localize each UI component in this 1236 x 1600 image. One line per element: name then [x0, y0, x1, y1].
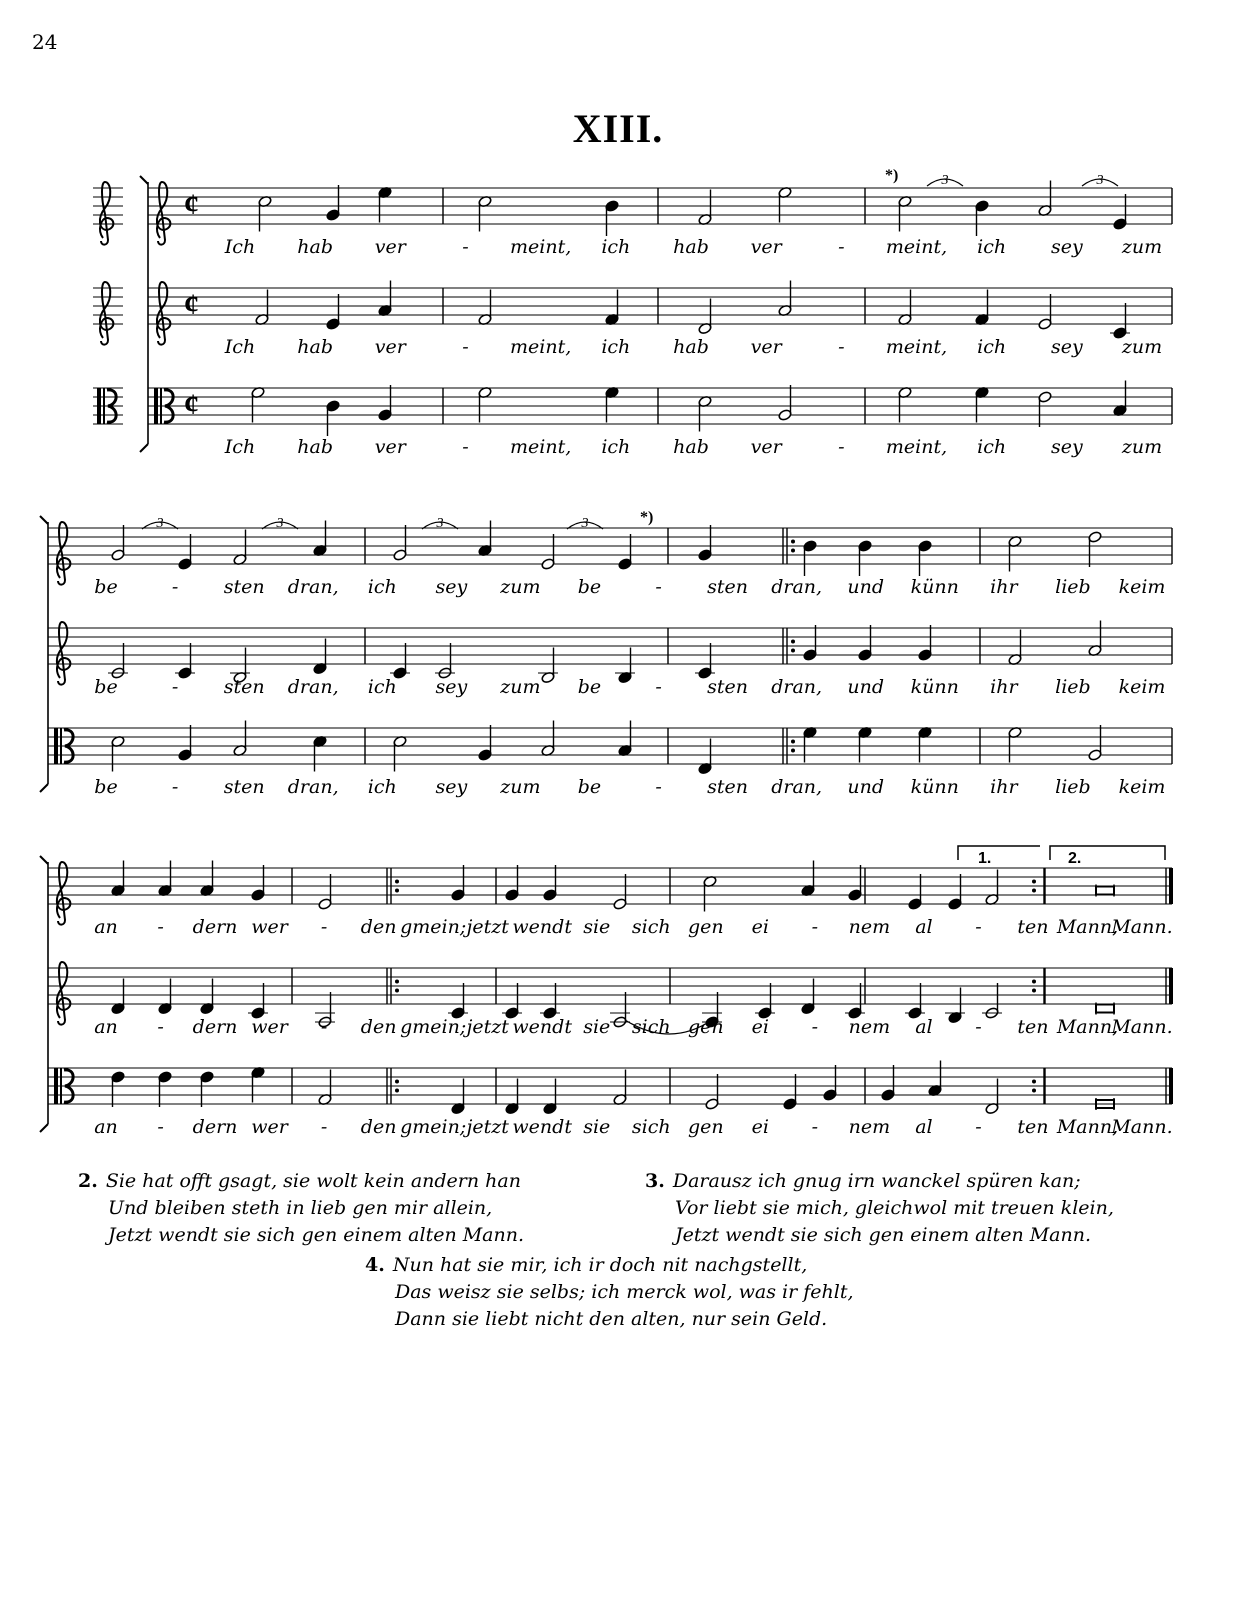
system-2-staff-1-lyric-9: - [655, 576, 662, 598]
system-3-staff-1-lyric-16: al [915, 916, 933, 938]
volta-1-label: 1. [978, 850, 992, 867]
system-3-staff-3-lyric-7: gmein; [400, 1116, 467, 1138]
system-3-staff-3-lyric-1: an [94, 1116, 118, 1138]
system-3-staff-2-note-17 [1096, 1005, 1114, 1013]
system-2-staff-3-lyric-6: sey [435, 776, 468, 798]
system-2-staff-1-lyric-6: sey [435, 576, 468, 598]
system-2-staff-3-lyric-4: dran, [287, 776, 339, 798]
system-2-staff-3-lyric-15: lieb [1055, 776, 1091, 798]
system-3-staff-2-lyric-4: wer [251, 1016, 288, 1038]
system-3-staff-3-lyric-4: wer [251, 1116, 288, 1138]
system-3-staff-3-lyric-20: Mann. [1111, 1116, 1173, 1138]
system-1-staff-2-lyric-7: hab [673, 336, 709, 358]
system-3-staff-3-lyric-9: wendt [512, 1116, 572, 1138]
tuplet-number-3: 3 [156, 516, 164, 531]
system-3-staff-2-lyric-20: Mann. [1111, 1016, 1173, 1038]
system-2-staff-3-lyric-16: keim [1118, 776, 1166, 798]
repeat-end-dot-2 [1032, 980, 1036, 984]
system-3-staff-3-lyric-19: Mann, [1056, 1116, 1119, 1138]
system-1-staff-1-time-signature: ¢ [184, 188, 199, 221]
system-3-staff-2-lyric-2: - [157, 1016, 164, 1038]
volta-2-label: 2. [1068, 850, 1082, 867]
treble-clef-glyph [57, 522, 70, 585]
tuplet-number-5: 3 [436, 516, 444, 531]
system-1-staff-1-lyric-7: hab [673, 236, 709, 258]
system-1-staff-1-lyric-1: Ich [224, 236, 256, 258]
system-2-staff-1-lyric-8: be [577, 576, 602, 598]
system-1-staff-2-lyric-8: ver [750, 336, 782, 358]
c-clef-part [160, 388, 162, 424]
system-2-staff-2-lyric-13: künn [910, 676, 959, 698]
system-1-staff-3-time-signature: ¢ [184, 388, 199, 421]
tuplet-number-6: 3 [581, 516, 589, 531]
system-1-staff-3-lyric-4: - [462, 436, 469, 458]
system-3-staff-1-lyric-5: - [320, 916, 328, 938]
verse-3-text-1: Darausz ich gnug irn wanckel spüren kan; [672, 1170, 1081, 1192]
system-3-staff-1-lyric-6: den [360, 916, 397, 938]
system-3-staff-2-lyric-15: nem [848, 1016, 891, 1038]
system-1-staff-3-lyric-10: meint, [885, 436, 948, 458]
system-2-staff-3-lyric-11: dran, [771, 776, 823, 798]
verse-4-text-2: Das weisz sie selbs; ich merck wol, was ir fehlt, [395, 1281, 854, 1303]
system-3-staff-3-lyric-16: al [915, 1116, 933, 1138]
system-3-staff-1-lyric-7: gmein; [400, 916, 467, 938]
system-3-staff-1-lyric-15: nem [848, 916, 891, 938]
verse-4-number: 4. [365, 1254, 385, 1276]
system-3-staff-1-lyric-11: sich [631, 916, 671, 938]
system-2-staff-1-lyric-7: zum [500, 576, 541, 598]
verse-2-text-2: Und bleiben steth in lieb gen mir allein, [108, 1197, 493, 1219]
system-2-staff-1-lyric-13: künn [910, 576, 959, 598]
verse-3 [645, 1168, 1114, 1249]
system-3-staff-2-lyric-6: den [360, 1016, 397, 1038]
system-3-staff-1-lyric-12: gen [687, 916, 724, 938]
system-1-staff-3-lyric-6: ich [601, 436, 631, 458]
repeat-dot-2-1 [791, 540, 795, 544]
system-1-staff-1-lyric-12: sey [1050, 236, 1083, 258]
system-2-staff-2-lyric-11: dran, [771, 676, 823, 698]
system-1-staff-2-lyric-10: meint, [885, 336, 948, 358]
system-3-staff-1-note-16 [1096, 887, 1114, 895]
system-3-staff-2-lyric-19: Mann, [1056, 1016, 1119, 1038]
repeat-dot-3-3 [395, 1080, 399, 1084]
system-2-staff-1-lyric-16: keim [1118, 576, 1166, 598]
verse-2-number: 2. [78, 1170, 98, 1192]
repeat-end-dot-3 [1032, 1089, 1036, 1093]
page-number: 24 [32, 30, 58, 54]
system-1-staff-2-lyric-12: sey [1050, 336, 1083, 358]
system-2-staff-2-lyric-4: dran, [287, 676, 339, 698]
system-3-staff-2-lyric-7: gmein; [400, 1016, 467, 1038]
system-3-staff-1-lyric-1: an [94, 916, 118, 938]
system-1-staff-2-treble-clef [157, 282, 170, 345]
verse-3-line-1 [645, 1168, 1114, 1195]
treble-clef-glyph [57, 962, 70, 1025]
system-2-staff-2-treble-clef [57, 622, 70, 685]
system-1-staff-2-lyric-6: ich [601, 336, 631, 358]
system-2-staff-2-lyric-6: sey [435, 676, 468, 698]
final-barline-thick-1 [1169, 868, 1173, 904]
system-2-staff-1-treble-clef [57, 522, 70, 585]
repeat-dot-2-2 [791, 649, 795, 653]
verse-2-line-3 [78, 1222, 524, 1249]
system-3-staff-2-treble-clef [57, 962, 70, 1025]
system-3-staff-2-lyric-10: sie [583, 1016, 611, 1038]
system-1-staff-3-lyric-13: zum [1121, 436, 1163, 458]
verse-4-text-1: Nun hat sie mir, ich ir doch nit nachgstellt, [392, 1254, 808, 1276]
system-1-staff-1-lyric-5: meint, [510, 236, 572, 258]
system-2-staff-1-lyric-10: sten [707, 576, 749, 598]
c-clef-part [154, 388, 158, 424]
system-1-staff-2-time-signature: ¢ [184, 288, 199, 321]
system-3-staff-2-lyric-13: ei [751, 1016, 769, 1038]
verse-3-number: 3. [645, 1170, 665, 1192]
system-1-staff-1-treble-clef [157, 182, 170, 245]
verse-4-line-1 [365, 1252, 854, 1279]
repeat-end-dot-3 [1032, 1080, 1036, 1084]
system-3-bracket-top [40, 856, 48, 864]
repeat-dot-3-2 [395, 980, 399, 984]
system-2-staff-2-lyric-7: zum [500, 676, 541, 698]
system-2-staff-2-lyric-8: be [577, 676, 602, 698]
system-3-staff-3-lyric-8: jetzt [466, 1116, 509, 1138]
system-3-staff-3-lyric-10: sie [583, 1116, 611, 1138]
verse-4-line-3 [365, 1306, 854, 1333]
final-barline-thick-3 [1169, 1068, 1173, 1104]
system-2-staff-1-lyric-4: dran, [287, 576, 339, 598]
system-1-staff-1-lyric-2: hab [297, 236, 334, 258]
system-3-staff-2-lyric-17: - [975, 1016, 982, 1038]
system-3-staff-1-lyric-4: wer [251, 916, 288, 938]
verse-2-text-3: Jetzt wendt sie sich gen einem alten Mann. [108, 1224, 525, 1246]
system-2-staff-2-lyric-10: sten [707, 676, 749, 698]
system-1-staff-3-lyric-7: hab [673, 436, 709, 458]
repeat-dot-2-2 [791, 640, 795, 644]
system-3-staff-2-lyric-14: - [811, 1016, 819, 1038]
system-3-staff-1-lyric-18: ten [1017, 916, 1049, 938]
tuplet-number-4: 3 [276, 516, 284, 531]
tuplet-number-2: 3 [1096, 173, 1104, 188]
system-3-staff-2-lyric-5: - [320, 1016, 328, 1038]
system-3-staff-2-lyric-18: ten [1017, 1016, 1049, 1038]
verse-3-line-3 [645, 1222, 1114, 1249]
volta-1-bracket [958, 846, 1040, 860]
system-3-staff-2-lyric-11: sich [631, 1016, 671, 1038]
verse-2-line-1 [78, 1168, 524, 1195]
system-1-staff-2-lyric-3: ver [374, 336, 406, 358]
system-1-staff-2-lyric-11: ich [977, 336, 1007, 358]
system-1-staff-3-lyric-11: ich [977, 436, 1007, 458]
system-1-staff-2-lyric-4: - [462, 336, 469, 358]
system-1-staff-2-lyric-2: hab [297, 336, 334, 358]
system-2-staff-1-lyric-11: dran, [771, 576, 823, 598]
system-1-staff-3-lyric-1: Ich [224, 436, 256, 458]
verse-2-text-1: Sie hat offt gsagt, sie wolt kein andern han [105, 1170, 521, 1192]
system-2-staff-1-lyric-1: be [94, 576, 118, 598]
system-2-staff-3-lyric-9: - [655, 776, 662, 798]
system-3-staff-1-treble-clef [57, 862, 70, 925]
system-2-staff-2-lyric-1: be [94, 676, 118, 698]
system-3-staff-1-lyric-13: ei [751, 916, 769, 938]
c-clef-part [54, 728, 58, 764]
piece-title: XIII. [572, 106, 664, 151]
system-3-staff-2-lyric-16: al [915, 1016, 933, 1038]
treble-clef-glyph [100, 182, 113, 245]
c-clef-part [60, 1068, 62, 1104]
system-1-staff-1-lyric-9: - [838, 236, 845, 258]
system-1-bracket-bottom [140, 444, 148, 452]
system-1-staff-1-lyric-10: meint, [885, 236, 948, 258]
system-3-staff-1-lyric-9: wendt [512, 916, 572, 938]
system-1-staff-1-lyric-8: ver [750, 236, 782, 258]
system-3-staff-1-lyric-3: dern [192, 916, 238, 938]
system-1-staff-3-lyric-5: meint, [510, 436, 572, 458]
system-3-staff-2-lyric-12: gen [687, 1016, 724, 1038]
system-2-staff-2-lyric-9: - [655, 676, 662, 698]
treble-clef-glyph [100, 282, 113, 345]
system-2-staff-3-lyric-2: - [171, 776, 179, 798]
system-2-staff-2-lyric-12: und [847, 676, 885, 698]
verse-2 [78, 1168, 524, 1249]
system-1-staff-2-lyric-5: meint, [510, 336, 572, 358]
system-3-staff-1-lyric-20: Mann. [1111, 916, 1173, 938]
system-2-staff-1-lyric-3: sten [223, 576, 265, 598]
system-3-staff-1-lyric-10: sie [583, 916, 611, 938]
system-2-staff-3-lyric-3: sten [223, 776, 265, 798]
system-1-staff-1-lyric-6: ich [601, 236, 631, 258]
system-1-staff-1-lyric-13: zum [1121, 236, 1163, 258]
system-2-staff-2-lyric-2: - [171, 676, 179, 698]
repeat-dot-3-3 [395, 1089, 399, 1093]
final-barline-thick-2 [1169, 968, 1173, 1004]
system-3-staff-3-lyric-18: ten [1017, 1116, 1049, 1138]
verse-4-text-3: Dann sie liebt nicht den alten, nur sein Geld. [395, 1308, 828, 1330]
system-3-staff-3-lyric-13: ei [751, 1116, 769, 1138]
c-clef-part [54, 1068, 58, 1104]
system-3-staff-2-lyric-1: an [94, 1016, 118, 1038]
verse-3-text-3: Jetzt wendt sie sich gen einem alten Mann. [675, 1224, 1092, 1246]
system-3-staff-3-lyric-5: - [320, 1116, 328, 1138]
footnote-mark-1: *) [885, 167, 899, 184]
repeat-end-dot-2 [1032, 989, 1036, 993]
system-3-bracket-bottom [40, 1124, 48, 1132]
system-3-staff-3-lyric-6: den [360, 1116, 397, 1138]
system-2-staff-3-lyric-14: ihr [990, 776, 1018, 798]
system-1-staff-1-incipit-clef [100, 182, 113, 245]
system-3-staff-1-lyric-17: - [975, 916, 982, 938]
system-2-bracket-bottom [40, 784, 48, 792]
system-3-staff-2-lyric-3: dern [192, 1016, 238, 1038]
repeat-dot-2-1 [791, 549, 795, 553]
system-3-staff-1-lyric-19: Mann, [1056, 916, 1119, 938]
system-1-staff-2-lyric-1: Ich [224, 336, 256, 358]
system-1-staff-1-lyric-3: ver [374, 236, 406, 258]
system-2-staff-2-lyric-14: ihr [990, 676, 1018, 698]
system-1-staff-3-lyric-3: ver [374, 436, 406, 458]
system-3-staff-3-lyric-3: dern [192, 1116, 238, 1138]
system-1-staff-2-lyric-9: - [838, 336, 845, 358]
system-3-staff-3-lyric-12: gen [687, 1116, 724, 1138]
system-2-staff-1-lyric-14: ihr [990, 576, 1018, 598]
system-1-staff-3-lyric-12: sey [1050, 436, 1083, 458]
system-3-staff-3-lyric-2: - [157, 1116, 164, 1138]
repeat-dot-3-2 [395, 989, 399, 993]
system-3-staff-2-lyric-9: wendt [512, 1016, 572, 1038]
system-1-staff-2-incipit-clef [100, 282, 113, 345]
system-3-staff-3-lyric-14: - [811, 1116, 819, 1138]
treble-clef-glyph [157, 182, 170, 245]
system-2-staff-1-lyric-12: und [847, 576, 885, 598]
treble-clef-glyph [57, 622, 70, 685]
repeat-dot-2-3 [791, 749, 795, 753]
system-2-staff-3-lyric-7: zum [500, 776, 541, 798]
treble-clef-glyph [57, 862, 70, 925]
system-1-bracket-top [140, 176, 148, 184]
system-3-staff-3-lyric-11: sich [631, 1116, 671, 1138]
system-1-staff-1-lyric-11: ich [977, 236, 1007, 258]
repeat-dot-3-1 [395, 880, 399, 884]
system-2-staff-1-lyric-15: lieb [1055, 576, 1091, 598]
verse-3-text-2: Vor liebt sie mich, gleichwol mit treuen klein, [675, 1197, 1114, 1219]
system-1-staff-3-lyric-9: - [838, 436, 845, 458]
system-2-staff-1-lyric-5: ich [367, 576, 397, 598]
system-2-staff-3-lyric-10: sten [707, 776, 749, 798]
system-2-staff-3-lyric-13: künn [910, 776, 959, 798]
repeat-dot-2-3 [791, 740, 795, 744]
system-2-staff-3-lyric-1: be [94, 776, 118, 798]
tuplet-number-1: 3 [941, 173, 949, 188]
system-1-staff-2-lyric-13: zum [1121, 336, 1163, 358]
system-2-staff-3-lyric-12: und [847, 776, 885, 798]
system-3-staff-2-lyric-8: jetzt [466, 1016, 509, 1038]
system-2-staff-1-lyric-2: - [171, 576, 179, 598]
system-1-staff-3-lyric-2: hab [297, 436, 334, 458]
verse-3-line-2 [645, 1195, 1114, 1222]
system-2-staff-3-lyric-5: ich [367, 776, 397, 798]
c-clef-part [60, 728, 62, 764]
system-2-staff-2-lyric-16: keim [1118, 676, 1166, 698]
verse-4 [365, 1252, 854, 1333]
system-2-bracket-top [40, 516, 48, 524]
system-3-staff-1-lyric-8: jetzt [466, 916, 509, 938]
system-2-staff-3-lyric-8: be [577, 776, 602, 798]
footnote-mark-2: *) [640, 509, 654, 526]
system-2-staff-2-lyric-15: lieb [1055, 676, 1091, 698]
system-3-staff-1-lyric-2: - [157, 916, 164, 938]
verse-2-line-2 [78, 1195, 524, 1222]
repeat-end-dot-1 [1032, 880, 1036, 884]
system-2-staff-2-lyric-3: sten [223, 676, 265, 698]
system-3-staff-3-lyric-15: nem [848, 1116, 891, 1138]
repeat-end-dot-1 [1032, 889, 1036, 893]
system-2-staff-2-lyric-5: ich [367, 676, 397, 698]
treble-clef-glyph [157, 282, 170, 345]
system-3-staff-1-lyric-14: - [811, 916, 819, 938]
system-1-staff-3-lyric-8: ver [750, 436, 782, 458]
system-1-staff-1-lyric-4: - [462, 236, 469, 258]
verse-4-line-2 [365, 1279, 854, 1306]
system-3-staff-3-lyric-17: - [975, 1116, 982, 1138]
repeat-dot-3-1 [395, 889, 399, 893]
